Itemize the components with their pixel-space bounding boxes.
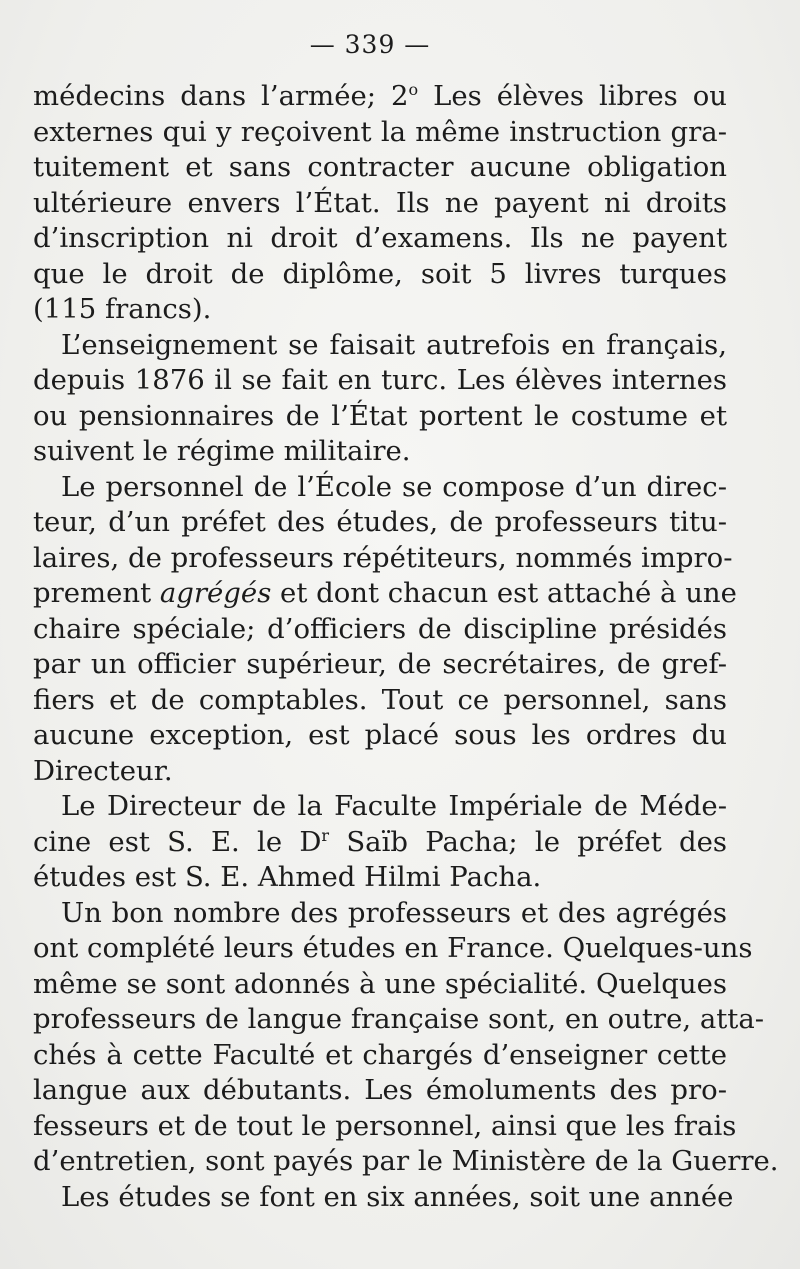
italic-term: agrégés xyxy=(159,577,272,609)
text-line: professeurs de langue française sont, en outre, atta- xyxy=(33,1003,765,1035)
text-line: suivent le régime militaire. xyxy=(33,435,411,467)
superscript: r xyxy=(321,825,330,845)
text-line: laires, de professeurs répétiteurs, nommés impro- xyxy=(33,541,733,574)
text-line: tuitement et sans contracter aucune obligation xyxy=(33,151,727,183)
text-line: chés à cette Faculté et chargés d’enseigner cette xyxy=(33,1038,727,1071)
text-line: Le personnel de l’École se compose d’un direc- xyxy=(61,470,727,503)
text-line: d’inscription ni droit d’examens. Ils ne payent xyxy=(33,222,727,254)
page-number: — 339 — xyxy=(309,30,431,59)
text-line: aucune exception, est placé sous les ordres du xyxy=(33,719,727,751)
text-line: teur, d’un préfet des études, de professeurs titu- xyxy=(33,506,727,538)
text-line: même se sont adonnés à une spécialité. Quelques xyxy=(33,967,727,1000)
text-line: Le Directeur de la Faculte Impériale de Méde- xyxy=(61,790,727,822)
text-line: Directeur. xyxy=(33,754,173,787)
text-line: depuis 1876 il se fait en turc. Les élèves internes xyxy=(33,364,727,396)
text-line: cine est S. E. le $D^r$ Saïb Pacha; le préfet des xyxy=(33,825,727,858)
text-line: (115 francs). xyxy=(33,293,212,325)
text-line: chaire spéciale; d’officiers de discipline présidés xyxy=(33,612,727,645)
text-line: ultérieure envers l’État. Ils ne payent ni droits xyxy=(33,186,727,219)
superscript: o xyxy=(408,80,419,99)
body-text xyxy=(33,79,779,1215)
text-line: par un officier supérieur, de secrétaires, de gref- xyxy=(33,648,727,680)
text-line: langue aux débutants. Les émoluments des pro- xyxy=(33,1074,727,1106)
text-line: prement agrégés et dont chacun est attaché à une xyxy=(33,577,737,609)
text-line: fesseurs et de tout le personnel, ainsi que les frais xyxy=(33,1109,737,1142)
text-line: que le droit de diplôme, soit 5 livres turques xyxy=(33,257,727,290)
text-line: études est S. E. Ahmed Hilmi Pacha. xyxy=(33,861,542,893)
text-line: L’enseignement se faisait autrefois en français, xyxy=(61,328,727,361)
text-line: Un bon nombre des professeurs et des agrégés xyxy=(61,896,727,929)
text-line: ont complété leurs études en France. Quelques-uns xyxy=(33,932,753,964)
text-line: externes qui y reçoivent la même instruction gra- xyxy=(33,115,727,148)
text-line: ou pensionnaires de l’État portent le costume et xyxy=(33,399,727,432)
text-line: d’entretien, sont payés par le Ministère de la Guerre. xyxy=(33,1145,779,1177)
text-line: fiers et de comptables. Tout ce personnel, sans xyxy=(33,683,727,716)
text-line: médecins dans l’armée; 2$^o$ Les élèves libres ou xyxy=(33,80,727,112)
text-line: Les études se font en six années, soit une année xyxy=(61,1180,734,1213)
